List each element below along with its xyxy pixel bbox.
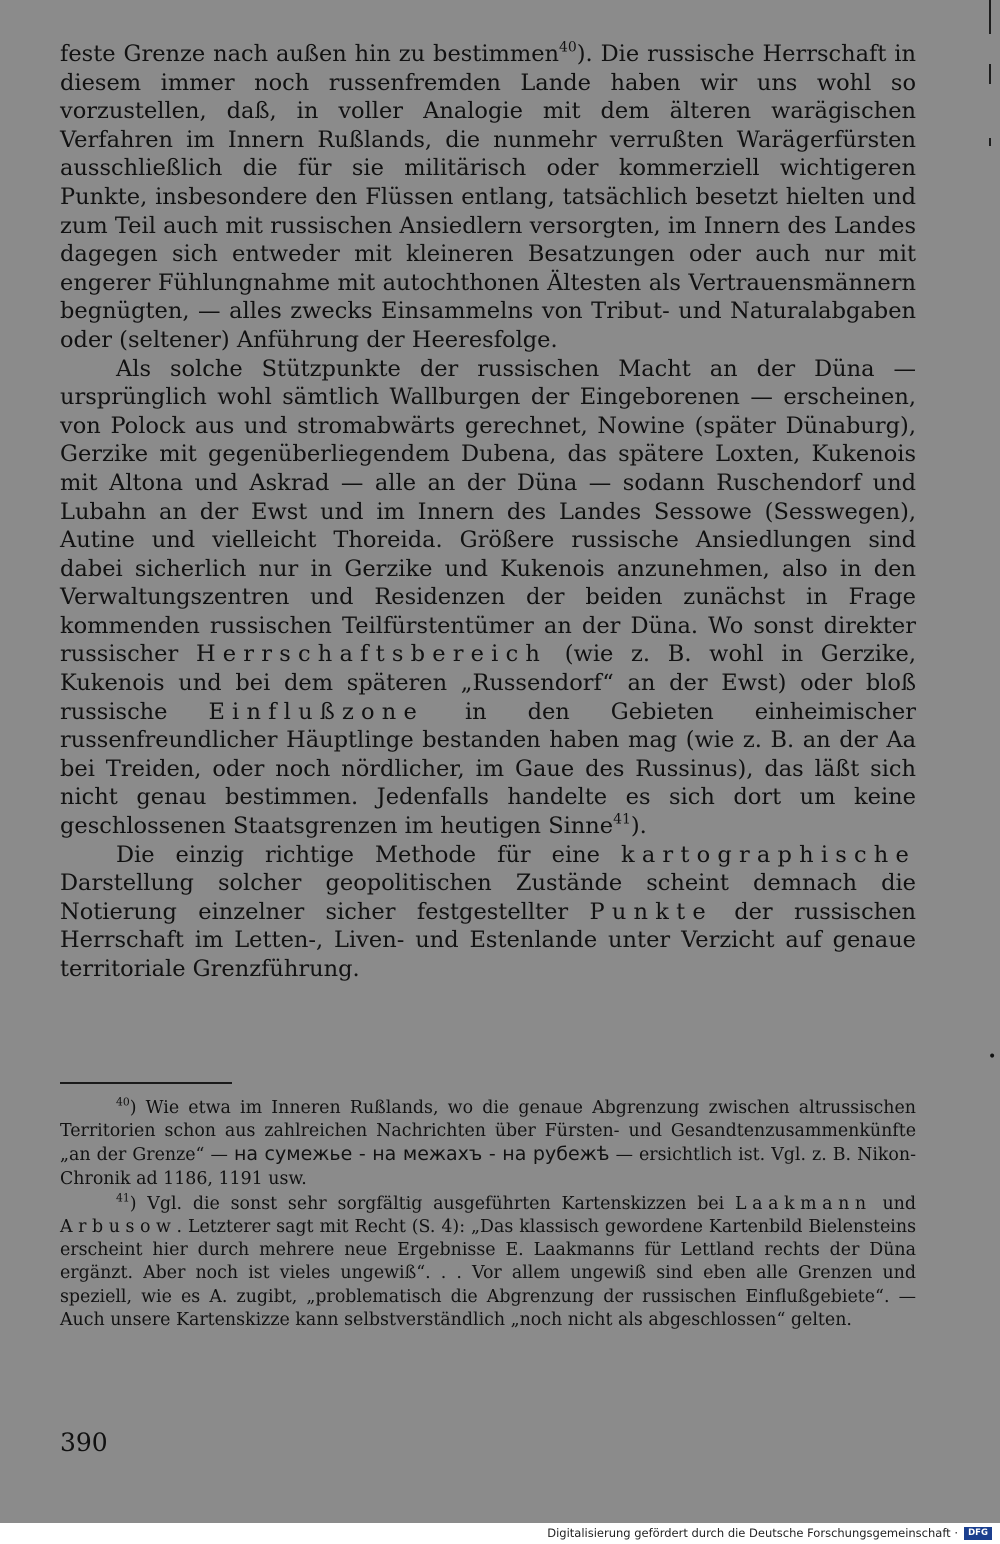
footnote-marker: 41 (116, 1191, 130, 1205)
margin-mark: • (988, 1049, 997, 1065)
text-run: — ersichtlich ist. Vgl. z. B. Nikon-Chronik ad 1186, 1191 usw. (60, 1145, 916, 1189)
edge-tick-small (989, 138, 991, 146)
text-run: der russischen Herrschaft im Letten-, Liven- und Estenlande unter Verzicht auf genaue territoriale Grenzführung. (60, 898, 916, 982)
text-run: ) Vgl. die sonst sehr sorgfältig ausgeführten Kartenskizzen bei (129, 1193, 736, 1214)
text-run: ) Wie etwa im Inneren Rußlands, wo die genaue Abgrenzung zwischen altrussischen Territorien schon aus zahlreichen Nachrichten über Fürsten- und Gesandtenzusammenkünfte „an der Grenze“ — (60, 1098, 916, 1166)
edge-tick-mid (989, 64, 991, 84)
page-number: 390 (60, 1428, 108, 1457)
text-run: in den Gebieten einheimischer russenfreundlicher Häuptlinge bestanden haben mag (wie z. B. an der Aa bei Treiden, oder noch nördlicher, im Gaue des Russinus), das läßt sich nicht genau bestimmen. Jedenfalls handelte es sich dort um keine geschlossenen Staatsgrenzen im heutigen Sinne (60, 698, 916, 840)
emphasized-term: Einflußzone (208, 698, 424, 725)
footnote-41 (60, 1193, 916, 1332)
text-run: Als solche Stützpunkte der russischen Macht an der Düna — ursprünglich wohl sämtlich Wallburgen der Eingeborenen — erscheinen, von Polock aus und stromabwärts gerechnet, Nowine (später Dünaburg), Gerzike mit gegenüberliegendem Dubena, das spätere Loxten, Kukenois mit Altona und Askrad — alle an der Düna — sodann Ruschendorf und Lubahn an der Ewst und im Innern des Landes Sessowe (Sesswegen), Autine und vielleicht Thoreida. Größere russische Ansiedlungen sind dabei sicherlich nur in Gerzike und Kukenois anzunehmen, also in den Verwaltungszentren und Residenzen der beiden zunächst in Frage kommenden russischen Teilfürstentümer an der Düna. Wo sonst direkter russischer (60, 355, 916, 668)
text-run: . Letzterer sagt mit Recht (S. 4): „Das klassisch gewordene Kartenbild Bielensteins erscheint hier durch mehrere neue Ergebnisse E. Laakmanns für Lettland rechts der Düna ergänzt. Aber noch ist vieles ungewiß“. . . Vor allem ungewiß sind eben alle Grenzen und speziell, wie es A. zugibt, „problematisch die Abgrenzung der russischen Einflußgebiete“. — Auch unsere Kartenskizze kann selbstverständlich „noch nicht als abgeschlossen“ gelten. (60, 1217, 916, 1330)
text-run: Darstellung solcher geopolitischen Zustände scheint demnach die Notierung einzelner sicher festgestellter (60, 870, 916, 925)
paragraph-1 (60, 40, 916, 355)
footnote-marker: 40 (116, 1095, 130, 1109)
footnote-marker: 41 (613, 811, 631, 828)
banner-text: Digitalisierung gefördert durch die Deutsche Forschungsgemeinschaft · (547, 1526, 958, 1540)
cyrillic-quote: на сумежье - на межахъ - на рубежѣ (233, 1143, 610, 1166)
text-run: feste Grenze nach außen hin zu bestimmen (60, 41, 560, 67)
dfg-logo[interactable]: DFG (964, 1527, 992, 1540)
footnote-separator (60, 1082, 232, 1084)
emphasized-term: Laakmann (735, 1193, 872, 1214)
main-text (60, 40, 916, 984)
text-run: Die einzig richtige Methode für eine (116, 841, 621, 868)
text-run: und (871, 1193, 916, 1214)
emphasized-term: Punkte (589, 898, 713, 925)
emphasized-term: kartographische (620, 841, 916, 868)
text-run: ). (630, 813, 647, 840)
paragraph-3 (60, 841, 916, 984)
text-run: (wie z. B. wohl in Gerzike, Kukenois und bei dem späteren „Russendorf“ an der Ewst) oder bloß russische (60, 641, 916, 725)
emphasized-term: Arbusow (60, 1217, 177, 1238)
text-run: ). Die russische Herrschaft in diesem immer noch russenfremden Lande haben wir uns wohl so vorzustellen, daß, in voller Analogie mit dem älteren warägischen Verfahren im Innern Rußlands, die nunmehr verrußten Warägerfürsten ausschließlich die für sie militärisch oder kommerziell wichtigeren Punkte, insbesondere den Flüssen entlang, tatsächlich besetzt hielten und zum Teil auch mit russischen Ansiedlern versorgten, im Innern des Landes dagegen sich entweder mit kleineren Besatzungen oder auch nur mit engerer Fühlungnahme mit autochthonen Ältesten als Vertrauensmännern begnügten, — alles zwecks Einsammelns von Tribut- und Naturalabgaben oder (seltener) Anführung der Heeresfolge. (60, 41, 916, 353)
edge-tick-top (989, 0, 991, 34)
footnote-40 (60, 1097, 916, 1191)
footnote-marker: 40 (559, 39, 577, 56)
footnotes (60, 1097, 916, 1334)
digitization-banner (0, 1523, 1000, 1544)
paragraph-2 (60, 355, 916, 841)
emphasized-term: Herrschaftsbereich (195, 641, 548, 668)
